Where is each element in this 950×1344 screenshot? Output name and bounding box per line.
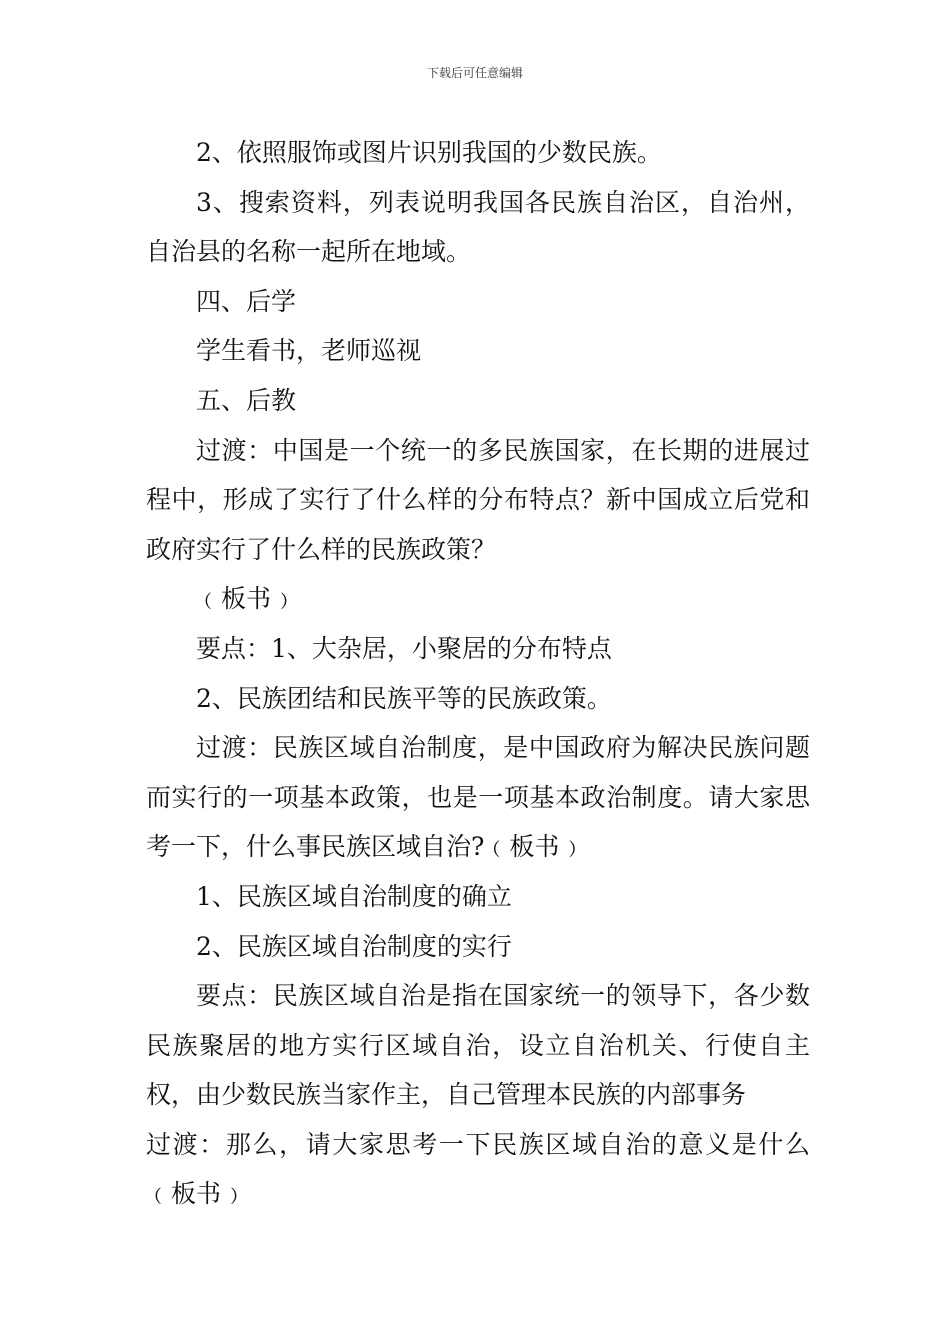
paragraph-12: 2、民族区域自治制度的实行 [196,931,512,961]
paragraph-4: 学生看书，老师巡视 [196,336,422,366]
paragraph-14: 过渡：那么，请大家思考一下民族区域自治的意义是什么﹙板书﹚ [146,1129,810,1209]
document-body [146,128,810,1219]
paragraph-3: 四、后学 [196,286,297,316]
paragraph-8: 要点：1、大杂居，小聚居的分布特点 [196,633,612,663]
paragraph-5: 五、后教 [196,385,297,415]
paragraph-10: 过渡：民族区域自治制度，是中国政府为解决民族问题而实行的一项基本政策，也是一项基本政治制度。请大家思考一下，什么事民族区域自治?﹙板书﹚ [146,733,810,862]
paragraph-6: 过渡：中国是一个统一的多民族国家，在长期的进展过程中，形成了实行了什么样的分布特点？新中国成立后党和政府实行了什么样的民族政策？ [146,435,810,564]
paragraph-2: 3、搜索资料，列表说明我国各民族自治区，自治州，自治县的名称一起所在地域。 [146,187,810,267]
paragraph-13: 要点：民族区域自治是指在国家统一的领导下，各少数民族聚居的地方实行区域自治，设立自治机关、行使自主权，由少数民族当家作主，自己管理本民族的内部事务 [146,981,810,1110]
paragraph-11: 1、民族区域自治制度的确立 [196,881,512,911]
paragraph-9: 2、民族团结和民族平等的民族政策。 [196,683,612,713]
paragraph-1: 2、依照服饰或图片识别我国的少数民族。 [196,138,662,167]
page-header: 下载后可任意编辑 [426,66,523,80]
paragraph-7: ﹙板书﹚ [196,584,297,614]
